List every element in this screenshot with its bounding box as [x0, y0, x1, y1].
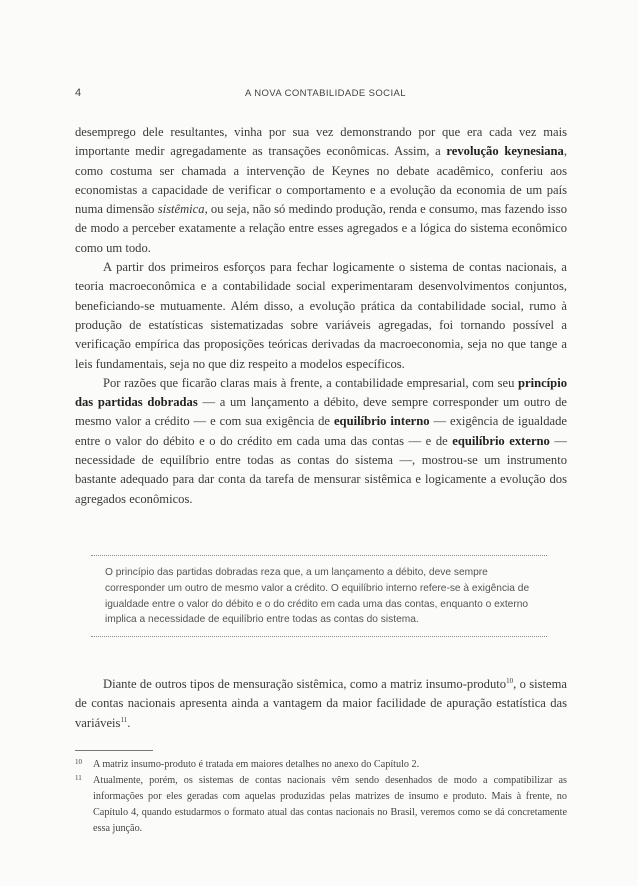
footnote-ref-10[interactable]: 10 [506, 677, 514, 685]
text-run: Diante de outros tipos de mensuração sistêmica, como a matriz insumo-produto [103, 677, 507, 691]
footnote-number: 10 [75, 758, 82, 766]
text-run: — exigência de igualdade entre o valor do débito e o do crédito em cada uma das contas — e de [75, 414, 568, 448]
page-number: 4 [75, 87, 82, 99]
text-run: — necessidade de equilíbrio entre todas as contas do sistema —, mostrou-se um instrumento bastante adequado para dar conta da tarefa de mensurar sistêmica e logicamente a evolução dos agregados econômicos. [75, 433, 567, 506]
footnotes [75, 757, 567, 837]
term-equilibrio-interno: equilíbrio interno [333, 414, 430, 429]
paragraph-1 [75, 123, 567, 258]
emphasis-sistemica: sistêmica [157, 202, 205, 217]
paragraph-3 [75, 374, 567, 509]
paragraph-4 [75, 675, 567, 733]
footnote-11 [75, 773, 567, 837]
text-run: — a um lançamento a débito, deve sempre corresponder um outro de mesmo valor a crédito — e com sua exigência de [75, 395, 567, 429]
term-equilibrio-externo: equilíbrio externo [452, 433, 550, 448]
term-revolucao-keynesiana: revolução keynesiana [446, 144, 564, 159]
text-run: , como costuma ser chamada a intervenção de Keynes no debate acadêmico, conferiu aos economistas a capacidade de verificar o comportamento e a evolução da economia de um país numa dimensão [75, 144, 567, 217]
main-text [75, 123, 567, 509]
footnote-text: Atualmente, porém, os sistemas de contas nacionais vêm sendo desenhados de modo a compatibilizar as informações por eles geradas com aquelas produzidas pelas matrizes de insumo e produto. Mais à frente, no Capítulo 4, quando estudarmos o formato atual das contas nacionais no Brasil, veremos como se dá concretamente essa junção. [93, 774, 567, 834]
footnote-text: A matriz insumo-produto é tratada em maiores detalhes no anexo do Capítulo 2. [93, 759, 420, 770]
text-run: desemprego dele resultantes, vinha por sua vez demonstrando por que era cada vez mais importante medir agregadamente as transações econômicas. Assim, a [75, 125, 567, 159]
footnote-number: 11 [75, 773, 82, 782]
highlight-box-text: O princípio das partidas dobradas reza que, a um lançamento a débito, deve sempre corresponder um outro de mesmo valor a crédito. O equilíbrio interno refere-se à exigência de igualdade entre o valor do débito e o do crédito em cada uma das contas, enquanto o externo implica a necessidade de equilíbrio entre todas as contas do sistema. [105, 567, 530, 626]
footnote-divider [75, 750, 153, 751]
running-title: A NOVA CONTABILIDADE SOCIAL [245, 88, 406, 99]
text-run: , o sistema de contas nacionais apresenta ainda a vantagem da maior facilidade de apuração estatística das variáveis [75, 677, 567, 730]
text-run: , ou seja, não só medindo produção, renda e consumo, mas fazendo isso de modo a perceber exatamente a relação entre esses agregados e a lógica do sistema econômico como um todo. [75, 202, 567, 255]
footnote-ref-11[interactable]: 11 [120, 715, 128, 724]
footnote-10 [75, 757, 567, 773]
term-partidas-dobradas: princípio das partidas dobradas [75, 375, 567, 410]
highlight-box [91, 555, 547, 637]
text-run: Por razões que ficarão claras mais à frente, a contabilidade empresarial, com seu [103, 375, 518, 390]
paragraph-2: A partir dos primeiros esforços para fechar logicamente o sistema de contas nacionais, a teoria macroeconômica e a contabilidade social experimentaram desenvolvimentos conjuntos, beneficiando-se mutuamente. Além disso, a evolução prática da contabilidade social, rumo à produção de estatísticas sistematizadas sobre variáveis agregadas, foi tornando possível a verificação empírica das proposições teóricas derivadas da macroeconomia, seja no que tange a leis fundamentais, seja no que diz respeito a modelos específicos. [75, 260, 567, 371]
text-run: . [127, 715, 131, 730]
